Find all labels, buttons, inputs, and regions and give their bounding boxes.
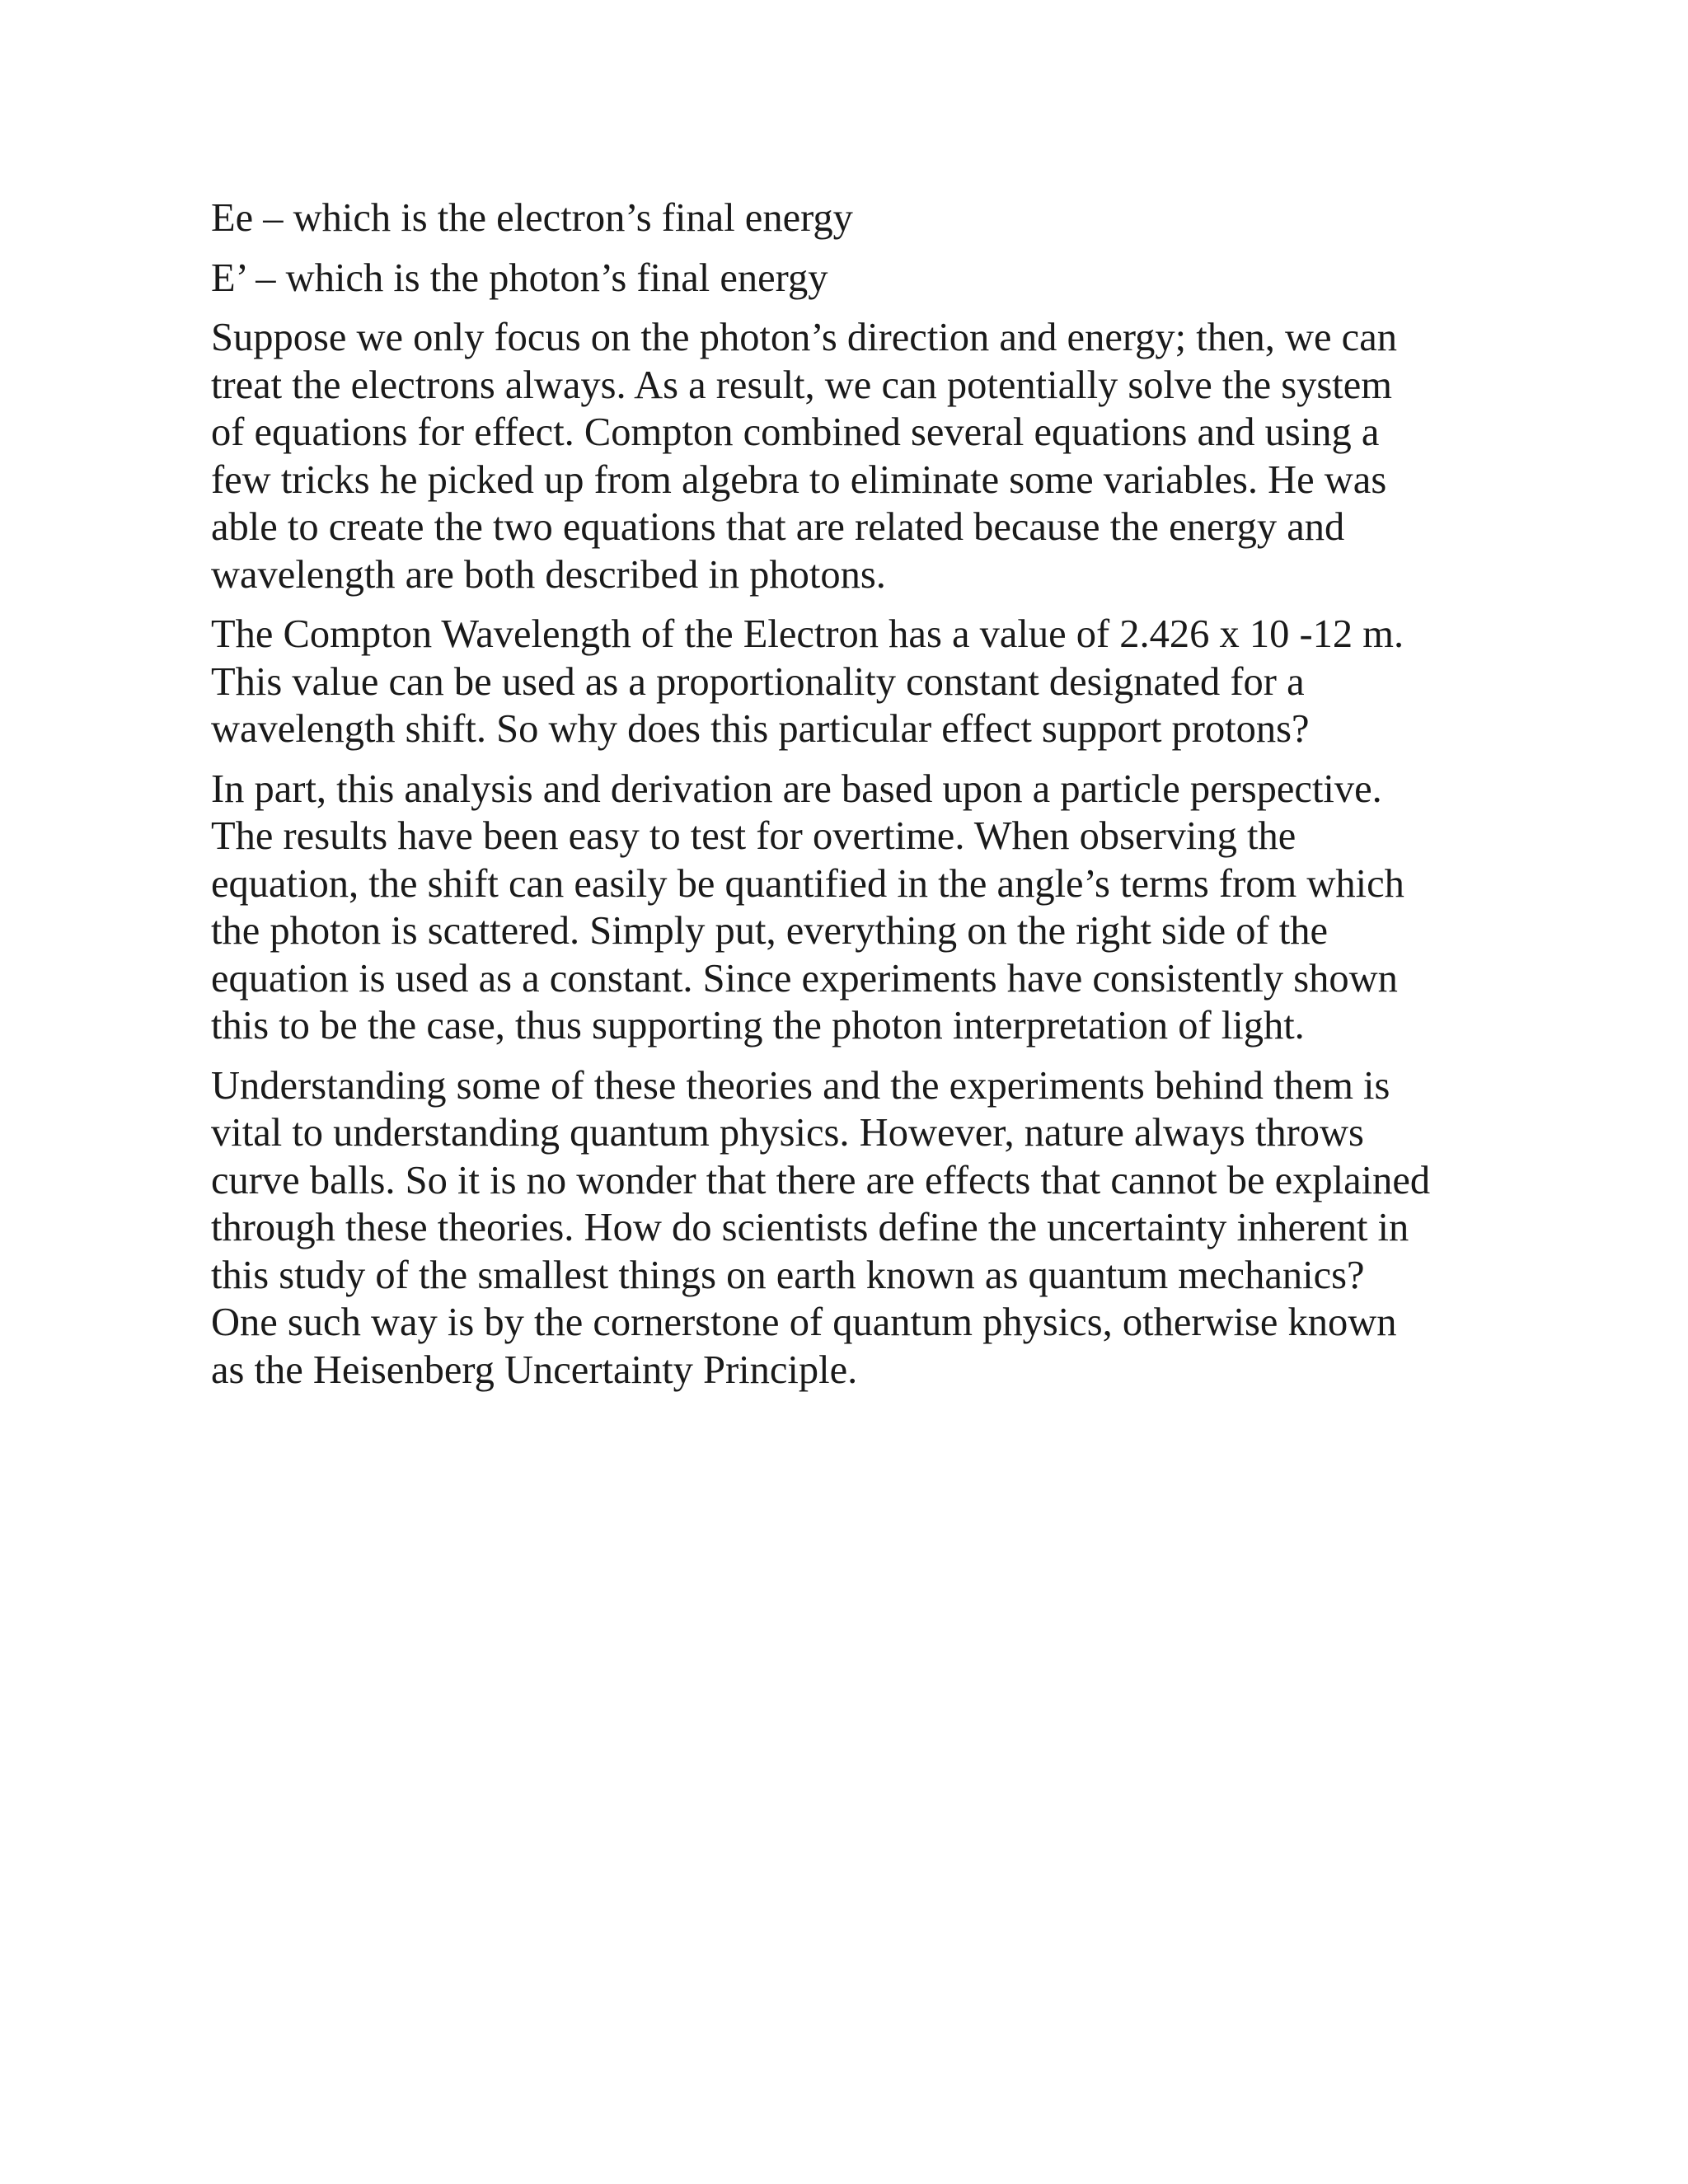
text-line: this study of the smallest things on earth known as quantum mechanics? (211, 1253, 1365, 1297)
text-line: this to be the case, thus supporting the photon interpretation of light. (211, 1004, 1305, 1047)
text-line: Understanding some of these theories and the experiments behind them is (211, 1063, 1390, 1108)
document-body (211, 194, 1497, 1406)
paragraph-electron-energy (211, 194, 1497, 242)
text-line: as the Heisenberg Uncertainty Principle. (211, 1347, 858, 1392)
text-line: equation, the shift can easily be quantified in the angle’s terms from which (211, 861, 1404, 906)
text-line: able to create the two equations that are related because the energy and (211, 505, 1345, 549)
paragraph-photon-energy (211, 255, 1497, 302)
text-line: few tricks he picked up from algebra to eliminate some variables. He was (211, 457, 1387, 502)
text-line: wavelength shift. So why does this particular effect support protons? (211, 707, 1310, 751)
text-line: Suppose we only focus on the photon’s direction and energy; then, we can (211, 316, 1397, 359)
text-line: equation is used as a constant. Since experiments have consistently shown (211, 956, 1398, 1001)
text-line: curve balls. So it is no wonder that there are effects that cannot be explained (211, 1158, 1431, 1202)
text-line: In part, this analysis and derivation are based upon a particle perspective. (211, 766, 1382, 811)
paragraph-particle-perspective (211, 766, 1497, 1050)
text-line: of equations for effect. Compton combined several equations and using a (211, 410, 1380, 454)
text-line: wavelength are both described in photons. (211, 552, 886, 597)
text-line: through these theories. How do scientists define the uncertainty inherent in (211, 1206, 1409, 1249)
text-line: This value can be used as a proportionality constant designated for a (211, 659, 1305, 704)
paragraph-compton-equations (211, 314, 1497, 598)
text-line: The results have been easy to test for overtime. When observing the (211, 814, 1296, 858)
text-line: E’ – which is the photon’s final energy (211, 255, 828, 300)
paragraph-uncertainty-principle (211, 1062, 1497, 1394)
paragraph-compton-wavelength (211, 611, 1497, 753)
text-line: One such way is by the cornerstone of quantum physics, otherwise known (211, 1301, 1397, 1344)
text-line: treat the electrons always. As a result, we can potentially solve the system (211, 363, 1393, 407)
text-line: vital to understanding quantum physics. However, nature always throws (211, 1111, 1364, 1155)
text-line: Ee – which is the electron’s final energy (211, 196, 853, 240)
text-line: the photon is scattered. Simply put, everything on the right side of the (211, 909, 1329, 953)
text-line: The Compton Wavelength of the Electron has a value of 2.426 x 10 -12 m. (211, 612, 1404, 656)
